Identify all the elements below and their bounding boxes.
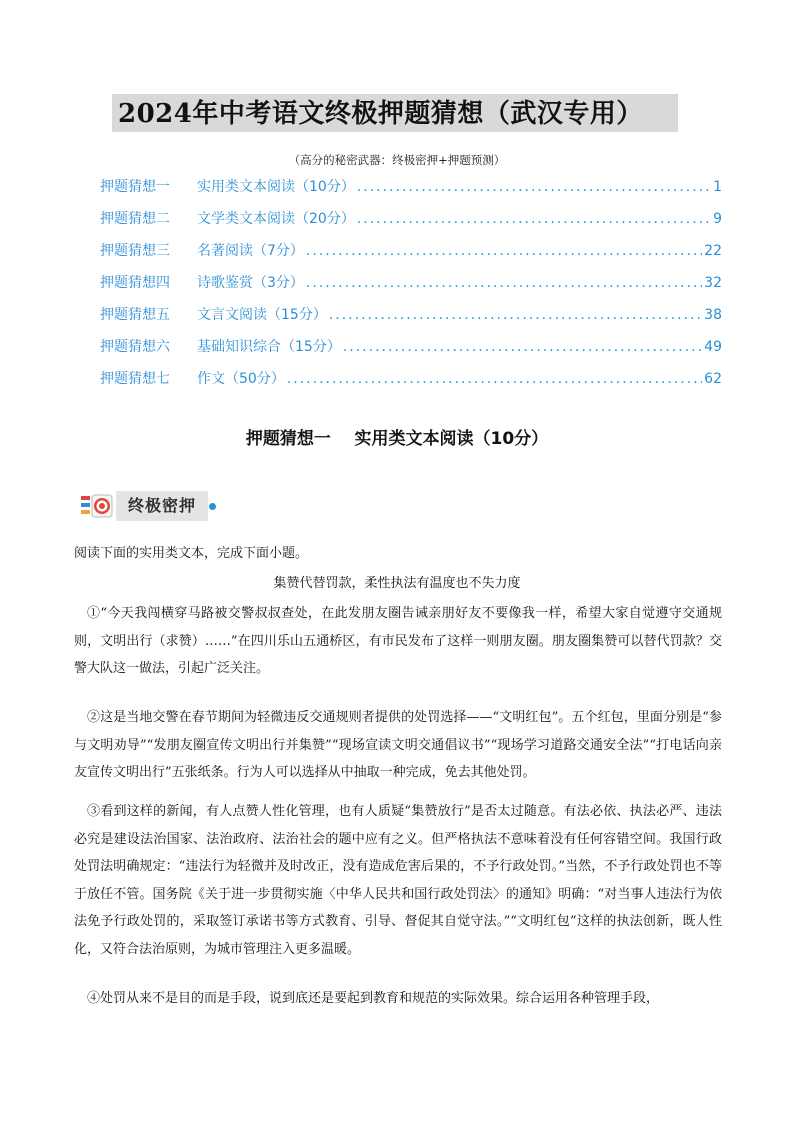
toc-entry-title: 实用类文本阅读（10分） <box>197 179 355 195</box>
toc-entry-title: 名著阅读（7分） <box>197 243 304 259</box>
toc-entry-page: 62 <box>704 371 722 387</box>
paragraph-2: ②这是当地交警在春节期间为轻微违反交通规则者提供的处罚选择——“文明红包”。五个红包，里面分别是“参与文明劝导”“发朋友圈宣传文明出行并集赞”“现场宣读文明交通倡议书”“现场学习道路交通安全法”“打电话向亲友宣传文明出行”五张纸条。行为人可以选择从中抽取一种完成，免去其他处罚。 <box>74 710 722 780</box>
section-badge <box>80 491 216 521</box>
toc-entry-number: 押题猜想四 <box>100 275 170 291</box>
toc-entry[interactable] <box>100 176 722 208</box>
article-title: 集赞代替罚款，柔性执法有温度也不失力度 <box>273 576 521 591</box>
paragraph-4: ④处罚从来不是目的而是手段，说到底还是要起到教育和规范的实际效果。综合运用各种管理手段， <box>87 991 660 1006</box>
toc-entry[interactable] <box>100 240 722 272</box>
toc-entry-page: 1 <box>713 179 722 195</box>
document-title: 2024年中考语文终极押题猜想（武汉专用） <box>118 99 643 129</box>
toc-entry-number: 押题猜想三 <box>100 243 170 259</box>
badge-label: 终极密押 <box>116 491 208 521</box>
toc-leader-dots <box>306 275 702 291</box>
toc-leader-dots <box>357 211 711 227</box>
toc-entry-number: 押题猜想五 <box>100 307 170 323</box>
toc-leader-dots <box>329 307 702 323</box>
toc-entry[interactable] <box>100 368 722 400</box>
toc-entry-number: 押题猜想一 <box>100 179 170 195</box>
table-of-contents <box>100 176 722 400</box>
toc-entry-page: 22 <box>704 243 722 259</box>
toc-entry-number: 押题猜想六 <box>100 339 170 355</box>
badge-dot <box>209 503 216 510</box>
paragraph-1: ①“今天我闯横穿马路被交警叔叔查处，在此发朋友圈告诫亲朋好友不要像我一样，希望大家自觉遵守交通规则，文明出行（求赞）……”在四川乐山五通桥区，有市民发布了这样一则朋友圈。朋友圈集赞可以替代罚款？交警大队这一做法，引起广泛关注。 <box>74 606 722 676</box>
toc-entry-page: 32 <box>704 275 722 291</box>
toc-entry-page: 49 <box>704 339 722 355</box>
paragraph-3: ③看到这样的新闻，有人点赞人性化管理，也有人质疑“集赞放行”是否太过随意。有法必依、执法必严、违法必究是建设法治国家、法治政府、法治社会的题中应有之义。但严格执法不意味着没有任何容错空间。我国行政处罚法明确规定：“违法行为轻微并及时改正，没有造成危害后果的，不予行政处罚。”当然，不予行政处罚也不等于放任不管。国务院《关于进一步贯彻实施〈中华人民共和国行政处罚法〉的通知》明确：“对当事人违法行为依法免予行政处罚的，采取签订承诺书等方式教育、引导、督促其自觉守法。”“文明红包”这样的执法创新，既人性化，又符合法治原则，为城市管理注入更多温暖。 <box>74 804 722 957</box>
toc-entry-title: 基础知识综合（15分） <box>197 339 341 355</box>
toc-entry[interactable] <box>100 208 722 240</box>
reading-instruction: 阅读下面的实用类文本，完成下面小题。 <box>74 546 309 561</box>
toc-leader-dots <box>287 371 702 387</box>
toc-entry-title: 文学类文本阅读（20分） <box>197 211 355 227</box>
toc-leader-dots <box>357 179 711 195</box>
toc-entry[interactable] <box>100 272 722 304</box>
toc-leader-dots <box>306 243 702 259</box>
toc-entry-title: 诗歌鉴赏（3分） <box>197 275 304 291</box>
toc-entry-page: 9 <box>713 211 722 227</box>
toc-entry[interactable] <box>100 304 722 336</box>
toc-leader-dots <box>343 339 702 355</box>
toc-entry-number: 押题猜想二 <box>100 211 170 227</box>
document-subtitle: （高分的秘密武器：终极密押+押题预测） <box>288 153 506 167</box>
section-heading: 押题猜想一 实用类文本阅读（10分） <box>245 429 549 449</box>
toc-entry-title: 作文（50分） <box>197 371 285 387</box>
target-icon <box>80 493 114 519</box>
toc-entry[interactable] <box>100 336 722 368</box>
toc-entry-title: 文言文阅读（15分） <box>197 307 327 323</box>
toc-entry-number: 押题猜想七 <box>100 371 170 387</box>
toc-entry-page: 38 <box>704 307 722 323</box>
